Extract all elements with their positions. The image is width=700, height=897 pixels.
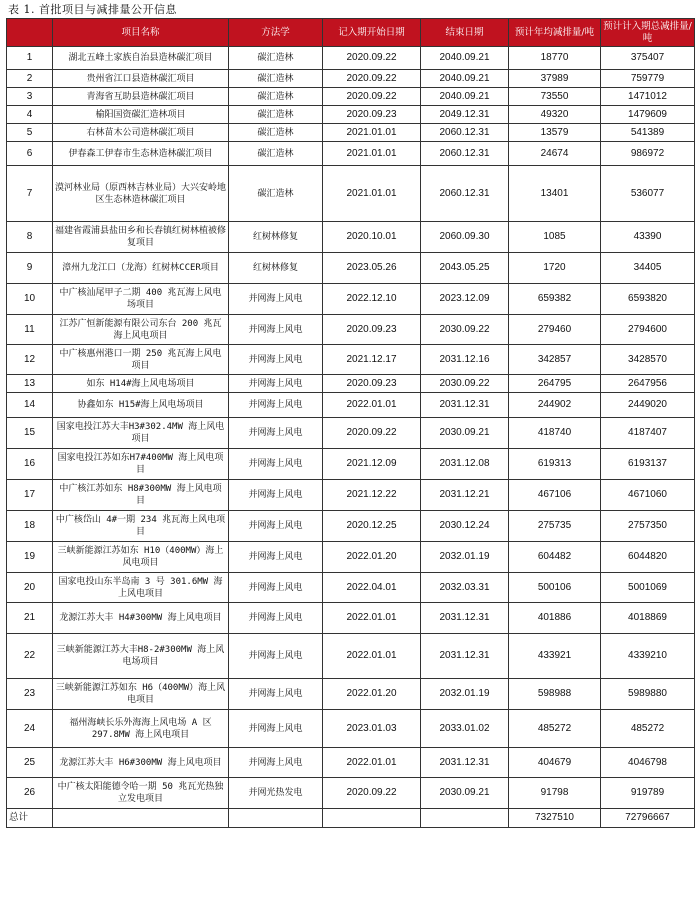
end-date: 2033.01.02 bbox=[421, 710, 509, 748]
start-date: 2022.04.01 bbox=[323, 573, 421, 603]
table-row bbox=[7, 47, 695, 70]
method: 碳汇造林 bbox=[229, 70, 323, 88]
annual-reduction: 73550 bbox=[509, 88, 601, 106]
end-date: 2060.12.31 bbox=[421, 124, 509, 142]
project-name: 龙源江苏大丰 H4#300MW 海上风电项目 bbox=[53, 603, 229, 634]
project-name: 中广核岱山 4#一期 234 兆瓦海上风电项目 bbox=[53, 511, 229, 542]
end-date: 2031.12.16 bbox=[421, 345, 509, 375]
annual-reduction: 37989 bbox=[509, 70, 601, 88]
start-date: 2021.01.01 bbox=[323, 142, 421, 166]
table-row bbox=[7, 449, 695, 480]
project-name: 福建省霞浦县盐田乡和长春镇红树林植被修复项目 bbox=[53, 222, 229, 253]
start-date: 2021.12.09 bbox=[323, 449, 421, 480]
total-reduction: 6044820 bbox=[601, 542, 695, 573]
annual-reduction: 49320 bbox=[509, 106, 601, 124]
row-index: 9 bbox=[7, 253, 53, 284]
method: 碳汇造林 bbox=[229, 47, 323, 70]
row-index: 4 bbox=[7, 106, 53, 124]
total-reduction: 6193137 bbox=[601, 449, 695, 480]
table-row bbox=[7, 222, 695, 253]
start-date: 2022.01.20 bbox=[323, 542, 421, 573]
table-row bbox=[7, 542, 695, 573]
total-reduction: 2794600 bbox=[601, 315, 695, 345]
method: 并网海上风电 bbox=[229, 511, 323, 542]
method: 并网海上风电 bbox=[229, 418, 323, 449]
header-end-date: 结束日期 bbox=[421, 19, 509, 47]
total-reduction: 1471012 bbox=[601, 88, 695, 106]
total-reduction: 536077 bbox=[601, 166, 695, 222]
total-empty bbox=[323, 809, 421, 828]
project-name: 龙源江苏大丰 H6#300MW 海上风电项目 bbox=[53, 748, 229, 778]
project-name: 三峡新能源江苏如东 H10（400MW）海上风电项目 bbox=[53, 542, 229, 573]
projects-table bbox=[6, 18, 695, 828]
table-row bbox=[7, 70, 695, 88]
start-date: 2021.12.22 bbox=[323, 480, 421, 511]
table-row bbox=[7, 418, 695, 449]
project-name: 协鑫如东 H15#海上风电场项目 bbox=[53, 393, 229, 418]
total-reduction: 4187407 bbox=[601, 418, 695, 449]
total-row bbox=[7, 809, 695, 828]
table-row bbox=[7, 253, 695, 284]
method: 并网海上风电 bbox=[229, 679, 323, 710]
end-date: 2031.12.31 bbox=[421, 603, 509, 634]
end-date: 2030.09.22 bbox=[421, 375, 509, 393]
annual-reduction: 91798 bbox=[509, 778, 601, 809]
row-index: 1 bbox=[7, 47, 53, 70]
table-row bbox=[7, 603, 695, 634]
row-index: 21 bbox=[7, 603, 53, 634]
method: 碳汇造林 bbox=[229, 88, 323, 106]
header-total-reduction: 预计计入期总减排量/吨 bbox=[601, 19, 695, 47]
table-row bbox=[7, 393, 695, 418]
project-name: 国家电投山东半岛南 3 号 301.6MW 海上风电项目 bbox=[53, 573, 229, 603]
annual-reduction: 18770 bbox=[509, 47, 601, 70]
start-date: 2022.01.01 bbox=[323, 603, 421, 634]
start-date: 2022.12.10 bbox=[323, 284, 421, 315]
total-reduction: 4339210 bbox=[601, 634, 695, 679]
table-row bbox=[7, 106, 695, 124]
start-date: 2020.09.22 bbox=[323, 778, 421, 809]
total-reduction: 375407 bbox=[601, 47, 695, 70]
project-name: 伊春森工伊春市生态林造林碳汇项目 bbox=[53, 142, 229, 166]
total-reduction: 6593820 bbox=[601, 284, 695, 315]
table-row bbox=[7, 375, 695, 393]
end-date: 2031.12.31 bbox=[421, 748, 509, 778]
row-index: 5 bbox=[7, 124, 53, 142]
row-index: 20 bbox=[7, 573, 53, 603]
total-reduction: 986972 bbox=[601, 142, 695, 166]
row-index: 11 bbox=[7, 315, 53, 345]
project-name: 右林苗木公司造林碳汇项目 bbox=[53, 124, 229, 142]
row-index: 7 bbox=[7, 166, 53, 222]
project-name: 如东 H14#海上风电场项目 bbox=[53, 375, 229, 393]
project-name: 福州海峡长乐外海海上风电场 A 区 297.8MW 海上风电项目 bbox=[53, 710, 229, 748]
annual-reduction: 24674 bbox=[509, 142, 601, 166]
end-date: 2040.09.21 bbox=[421, 47, 509, 70]
project-name: 三峡新能源江苏大丰H8-2#300MW 海上风电场项目 bbox=[53, 634, 229, 679]
method: 并网海上风电 bbox=[229, 603, 323, 634]
end-date: 2030.09.22 bbox=[421, 315, 509, 345]
total-reduction: 4671060 bbox=[601, 480, 695, 511]
table-caption: 表 1. 首批项目与减排量公开信息 bbox=[8, 3, 177, 16]
table-row bbox=[7, 284, 695, 315]
method: 碳汇造林 bbox=[229, 142, 323, 166]
method: 并网海上风电 bbox=[229, 345, 323, 375]
end-date: 2023.12.09 bbox=[421, 284, 509, 315]
start-date: 2020.09.22 bbox=[323, 70, 421, 88]
annual-reduction: 1085 bbox=[509, 222, 601, 253]
end-date: 2030.09.21 bbox=[421, 418, 509, 449]
table-row bbox=[7, 345, 695, 375]
table-row bbox=[7, 480, 695, 511]
annual-reduction: 13401 bbox=[509, 166, 601, 222]
method: 并网海上风电 bbox=[229, 393, 323, 418]
start-date: 2020.09.22 bbox=[323, 88, 421, 106]
start-date: 2020.09.23 bbox=[323, 375, 421, 393]
annual-reduction: 433921 bbox=[509, 634, 601, 679]
project-name: 中广核汕尾甲子二期 400 兆瓦海上风电场项目 bbox=[53, 284, 229, 315]
table-row bbox=[7, 778, 695, 809]
project-name: 中广核惠州港口一期 250 兆瓦海上风电项目 bbox=[53, 345, 229, 375]
total-reduction: 34405 bbox=[601, 253, 695, 284]
end-date: 2032.01.19 bbox=[421, 679, 509, 710]
start-date: 2020.09.22 bbox=[323, 418, 421, 449]
row-index: 23 bbox=[7, 679, 53, 710]
total-reduction: 2757350 bbox=[601, 511, 695, 542]
table-header-row bbox=[7, 19, 695, 47]
start-date: 2023.01.03 bbox=[323, 710, 421, 748]
row-index: 18 bbox=[7, 511, 53, 542]
row-index: 16 bbox=[7, 449, 53, 480]
start-date: 2020.09.22 bbox=[323, 47, 421, 70]
row-index: 3 bbox=[7, 88, 53, 106]
start-date: 2020.09.23 bbox=[323, 106, 421, 124]
row-index: 22 bbox=[7, 634, 53, 679]
total-reduction: 485272 bbox=[601, 710, 695, 748]
end-date: 2030.09.21 bbox=[421, 778, 509, 809]
table-row bbox=[7, 573, 695, 603]
annual-reduction: 659382 bbox=[509, 284, 601, 315]
method: 并网海上风电 bbox=[229, 542, 323, 573]
row-index: 13 bbox=[7, 375, 53, 393]
start-date: 2020.10.01 bbox=[323, 222, 421, 253]
project-name: 青海省互助县造林碳汇项目 bbox=[53, 88, 229, 106]
start-date: 2022.01.01 bbox=[323, 634, 421, 679]
end-date: 2032.03.31 bbox=[421, 573, 509, 603]
method: 并网海上风电 bbox=[229, 573, 323, 603]
table-row bbox=[7, 710, 695, 748]
table-row bbox=[7, 142, 695, 166]
annual-reduction: 467106 bbox=[509, 480, 601, 511]
header-index bbox=[7, 19, 53, 47]
table-row bbox=[7, 634, 695, 679]
project-name: 贵州省江口县造林碳汇项目 bbox=[53, 70, 229, 88]
project-name: 漳州九龙江口（龙海）红树林CCER项目 bbox=[53, 253, 229, 284]
annual-reduction: 619313 bbox=[509, 449, 601, 480]
row-index: 6 bbox=[7, 142, 53, 166]
method: 并网海上风电 bbox=[229, 375, 323, 393]
annual-reduction: 264795 bbox=[509, 375, 601, 393]
method: 并网海上风电 bbox=[229, 748, 323, 778]
row-index: 8 bbox=[7, 222, 53, 253]
total-reduction: 43390 bbox=[601, 222, 695, 253]
method: 红树林修复 bbox=[229, 222, 323, 253]
row-index: 15 bbox=[7, 418, 53, 449]
end-date: 2049.12.31 bbox=[421, 106, 509, 124]
total-empty bbox=[229, 809, 323, 828]
total-reduction: 2647956 bbox=[601, 375, 695, 393]
annual-reduction: 401886 bbox=[509, 603, 601, 634]
start-date: 2022.01.01 bbox=[323, 393, 421, 418]
annual-reduction: 604482 bbox=[509, 542, 601, 573]
total-reduction: 4046798 bbox=[601, 748, 695, 778]
annual-reduction: 244902 bbox=[509, 393, 601, 418]
project-name: 三峡新能源江苏如东 H6（400MW）海上风电项目 bbox=[53, 679, 229, 710]
table-row bbox=[7, 124, 695, 142]
total-empty bbox=[53, 809, 229, 828]
row-index: 25 bbox=[7, 748, 53, 778]
method: 并网光热发电 bbox=[229, 778, 323, 809]
row-index: 26 bbox=[7, 778, 53, 809]
row-index: 2 bbox=[7, 70, 53, 88]
project-name: 国家电投江苏大丰H3#302.4MW 海上风电项目 bbox=[53, 418, 229, 449]
project-name: 国家电投江苏如东H7#400MW 海上风电项目 bbox=[53, 449, 229, 480]
total-reduction: 5989880 bbox=[601, 679, 695, 710]
total-reduction: 5001069 bbox=[601, 573, 695, 603]
method: 并网海上风电 bbox=[229, 284, 323, 315]
header-start-date: 记入期开始日期 bbox=[323, 19, 421, 47]
annual-reduction: 418740 bbox=[509, 418, 601, 449]
end-date: 2031.12.21 bbox=[421, 480, 509, 511]
project-name: 榆阳国资碳汇造林项目 bbox=[53, 106, 229, 124]
total-reduction: 919789 bbox=[601, 778, 695, 809]
annual-reduction: 279460 bbox=[509, 315, 601, 345]
method: 碳汇造林 bbox=[229, 166, 323, 222]
total-reduction: 541389 bbox=[601, 124, 695, 142]
annual-reduction: 1720 bbox=[509, 253, 601, 284]
row-index: 19 bbox=[7, 542, 53, 573]
total-reduction: 759779 bbox=[601, 70, 695, 88]
row-index: 10 bbox=[7, 284, 53, 315]
method: 红树林修复 bbox=[229, 253, 323, 284]
method: 并网海上风电 bbox=[229, 449, 323, 480]
header-project-name: 项目名称 bbox=[53, 19, 229, 47]
total-reduction: 3428570 bbox=[601, 345, 695, 375]
row-index: 24 bbox=[7, 710, 53, 748]
table-row bbox=[7, 748, 695, 778]
total-annual: 7327510 bbox=[509, 809, 601, 828]
project-name: 漠河林业局（原西林吉林业局）大兴安岭地区生态林造林碳汇项目 bbox=[53, 166, 229, 222]
row-index: 17 bbox=[7, 480, 53, 511]
annual-reduction: 500106 bbox=[509, 573, 601, 603]
row-index: 12 bbox=[7, 345, 53, 375]
table-row bbox=[7, 315, 695, 345]
row-index: 14 bbox=[7, 393, 53, 418]
total-empty bbox=[421, 809, 509, 828]
method: 并网海上风电 bbox=[229, 634, 323, 679]
end-date: 2032.01.19 bbox=[421, 542, 509, 573]
start-date: 2022.01.20 bbox=[323, 679, 421, 710]
project-name: 中广核江苏如东 H8#300MW 海上风电项目 bbox=[53, 480, 229, 511]
annual-reduction: 485272 bbox=[509, 710, 601, 748]
project-name: 中广核太阳能德令哈一期 50 兆瓦光热独立发电项目 bbox=[53, 778, 229, 809]
total-reduction: 4018869 bbox=[601, 603, 695, 634]
end-date: 2031.12.08 bbox=[421, 449, 509, 480]
start-date: 2021.01.01 bbox=[323, 166, 421, 222]
end-date: 2031.12.31 bbox=[421, 393, 509, 418]
end-date: 2060.12.31 bbox=[421, 166, 509, 222]
table-row bbox=[7, 166, 695, 222]
end-date: 2040.09.21 bbox=[421, 88, 509, 106]
total-reduction: 1479609 bbox=[601, 106, 695, 124]
method: 并网海上风电 bbox=[229, 480, 323, 511]
end-date: 2060.12.31 bbox=[421, 142, 509, 166]
total-label: 总计 bbox=[7, 809, 53, 828]
annual-reduction: 342857 bbox=[509, 345, 601, 375]
annual-reduction: 598988 bbox=[509, 679, 601, 710]
end-date: 2040.09.21 bbox=[421, 70, 509, 88]
annual-reduction: 404679 bbox=[509, 748, 601, 778]
end-date: 2031.12.31 bbox=[421, 634, 509, 679]
annual-reduction: 275735 bbox=[509, 511, 601, 542]
header-annual-reduction: 预计年均减排量/吨 bbox=[509, 19, 601, 47]
total-sum: 72796667 bbox=[601, 809, 695, 828]
project-name: 江苏广恒新能源有限公司东台 200 兆瓦海上风电项目 bbox=[53, 315, 229, 345]
end-date: 2043.05.25 bbox=[421, 253, 509, 284]
method: 并网海上风电 bbox=[229, 710, 323, 748]
table-row bbox=[7, 88, 695, 106]
annual-reduction: 13579 bbox=[509, 124, 601, 142]
start-date: 2021.12.17 bbox=[323, 345, 421, 375]
end-date: 2030.12.24 bbox=[421, 511, 509, 542]
end-date: 2060.09.30 bbox=[421, 222, 509, 253]
header-method: 方法学 bbox=[229, 19, 323, 47]
start-date: 2020.09.23 bbox=[323, 315, 421, 345]
method: 并网海上风电 bbox=[229, 315, 323, 345]
start-date: 2023.05.26 bbox=[323, 253, 421, 284]
start-date: 2022.01.01 bbox=[323, 748, 421, 778]
method: 碳汇造林 bbox=[229, 106, 323, 124]
start-date: 2020.12.25 bbox=[323, 511, 421, 542]
table-row bbox=[7, 511, 695, 542]
start-date: 2021.01.01 bbox=[323, 124, 421, 142]
table-row bbox=[7, 679, 695, 710]
method: 碳汇造林 bbox=[229, 124, 323, 142]
project-name: 湖北五峰土家族自治县造林碳汇项目 bbox=[53, 47, 229, 70]
total-reduction: 2449020 bbox=[601, 393, 695, 418]
